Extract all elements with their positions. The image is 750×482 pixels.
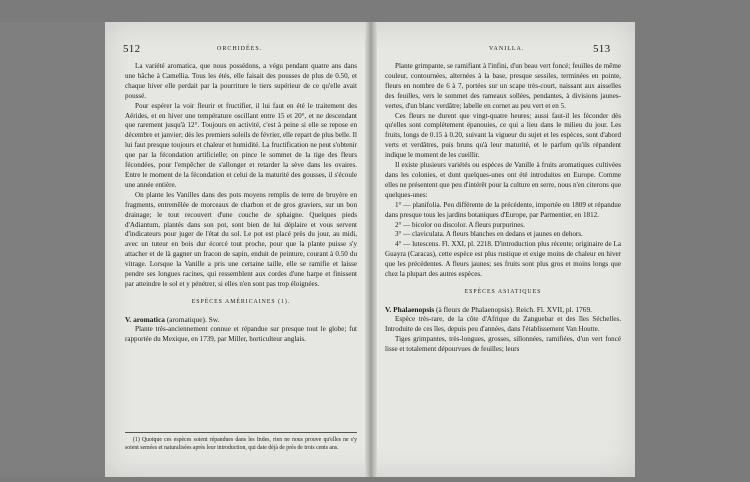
paragraph: Plante grimpante, se ramifiant à l'infini, d'un beau vert foncé; feuilles de même couleur, contournées, alternées à la base, presque sessiles, terminées en pointe, fleurs en nombre de 6 à 7, portées sur un scape très-court, naissant aux aisselles des feuilles, vers le sommet des rameaux sollées, pendantes, à divisions jaunes-vertes, d'un blanc verdâtre; labelle en cornet au peu vert et en 5. xyxy=(385,62,621,110)
left-running-head: ORCHIDÉES. xyxy=(217,46,263,52)
paragraph: Plante très-anciennement connue et répandue sur presque tout le globe; fut rapportée du Mexique, en 1739, par Miller, horticulteur anglais. xyxy=(125,325,357,344)
paragraph: Espèce très-rare, de la côte d'Afrique du Zanguebar et des îles Séchelles. Introduite de ces îles, depuis peu d'années, dans l'établissement Van Houtte. xyxy=(385,315,621,334)
right-body-text xyxy=(385,62,621,355)
list-item: 4° — lutescens. Fl. XXI, pl. 2218. D'introduction plus récente; originaire de La Guayra (Caracas), cette espèce est plus rustique et exige moins de chaleur en hiver que les précédentes. A fleurs jaunes; ses fruits sont plus gros et moins longs que chez la plupart des autres espèces. xyxy=(385,240,621,279)
left-page-number: 512 xyxy=(123,43,141,55)
species-name: V. Phalaenopsis xyxy=(385,304,435,314)
paragraph: Ces fleurs ne durent que vingt-quatre heures; aussi faut-il les féconder dès qu'elles sont complètement épanouies, ce qui a lieu dans le milieu du jour. Les fruits, longs de 0.15 à 0.20, suivant la vigueur du sujet et les espèces, sont d'abord verts et verdâtres, puis bruns qu'à leur maturité, et le parfum qu'ils répandent indique le moment de les cueillir. xyxy=(385,111,621,160)
list-item: 3° — claviculata. A fleurs blanches en dedans et jaunes en dehors. xyxy=(395,230,583,239)
list-item: 2° — bicolor ou discolor. A fleurs purpurines. xyxy=(395,220,525,229)
right-page xyxy=(371,22,635,477)
paragraph: Pour espérer la voir fleurir et fructifier, il lui faut en été le traitement des Aërides, et en hiver une température oscillant entre 15 et 20°, et ne descendant que rarement jusqu'à 12°. Toujours en activité, c'est à peine si elle se repose en décembre et janvier; dès les premiers soleils de février, elle repart de plus belle. Il lui faut presque toujours et chaleur et humidité. La fructification ne peut s'obtenir que par la fécondation artificielle; on pince le sommet de la tige des fleurs fécondées, pour l'empêcher de s'allonger et retarder la sève dans les ovaires. Entre le moment de la fécondation et celui de la maturité des gousses, il s'écoule une année entière. xyxy=(125,101,357,189)
left-body-text xyxy=(125,62,357,345)
paragraph: On plante les Vanilles dans des pots moyens remplis de terre de bruyère en fragments, entremêlée de morceaux de charbon et de gros graviers, sur un bon drainage; le tout recouvert d'une couche de sphaigne. Quelques pieds d'Adiantum, plantés dans son pot, sont bien de lui déplaire et vous servent d'indicateurs pour juger de l'état du sol. Le pot est placé près du jour, au midi, avec un tuteur en bois dur écorcé tout proche, pour que la plante puisse s'y attacher et de là gagner un fracon de sapin, enduit de peinture, courant à 0.50 du vitrage. Lorsque la Vanille a pris une certaine taille, elle se ramifie et laisse pendre ses longues racines, qui ressemblent aux cordes d'une harpe et finissent par atteindre le sol et y pénétrer, si elles n'en sont pas trop éloignées. xyxy=(125,190,357,288)
scan-margin xyxy=(0,22,105,477)
right-page-number: 513 xyxy=(593,43,611,55)
paragraph: La variété aromatica, que nous possédons, a végu pendant quatre ans dans une bâche à Camellia. Tous les étés, elle faisait des pousses de plus de 0.50, et chaque hiver elle perdait par la pourriture le tiers supérieur de ce qu'elle avait poussé. xyxy=(125,62,357,100)
book-spread xyxy=(105,22,635,477)
species-entry xyxy=(385,305,621,316)
paragraph: Tiges grimpantes, très-longues, grosses, sillonnées, ramifiées, d'un vert foncé lisse et totalement dépourvues de feuilles; leurs xyxy=(385,335,621,354)
section-heading: ESPÈCES ASIATIQUES xyxy=(464,288,542,295)
section-heading: ESPÈCES AMÉRICAINES (1). xyxy=(191,298,291,305)
left-page xyxy=(105,22,369,477)
species-authority: (à fleurs de Phalaenopsis). Reich. Fl. XVII, pl. 1769. xyxy=(434,304,592,314)
footnote: (1) Quoique ces espèces soient répandues dans les Indes, rien ne nous prouve qu'elles ne s'y soient semées et naturalisées après leur introduction, qui date déjà de près de trois cents ans. xyxy=(125,437,357,452)
paragraph: Il existe plusieurs variétés ou espèces de Vanille à fruits aromatiques cultivées dans les colonies, et dont quelques-unes ont été introduites en Europe. Comme elles ne présentent que peu d'intérêt pour la culture en serre, nous n'en citerons que quelques-unes: xyxy=(385,161,621,199)
species-authority: (aromatique). Sw. xyxy=(164,314,220,324)
species-name: V. aromatica xyxy=(125,314,165,324)
right-running-head: VANILLA. xyxy=(489,46,525,52)
list-item: 1° — planifolia. Peu différente de la précédente, importée en 1809 et répandue dans presque tous les jardins botaniques d'Europe, par Parmentier, en 1812. xyxy=(385,200,621,219)
footnote-rule xyxy=(125,432,357,433)
species-entry xyxy=(125,315,357,326)
